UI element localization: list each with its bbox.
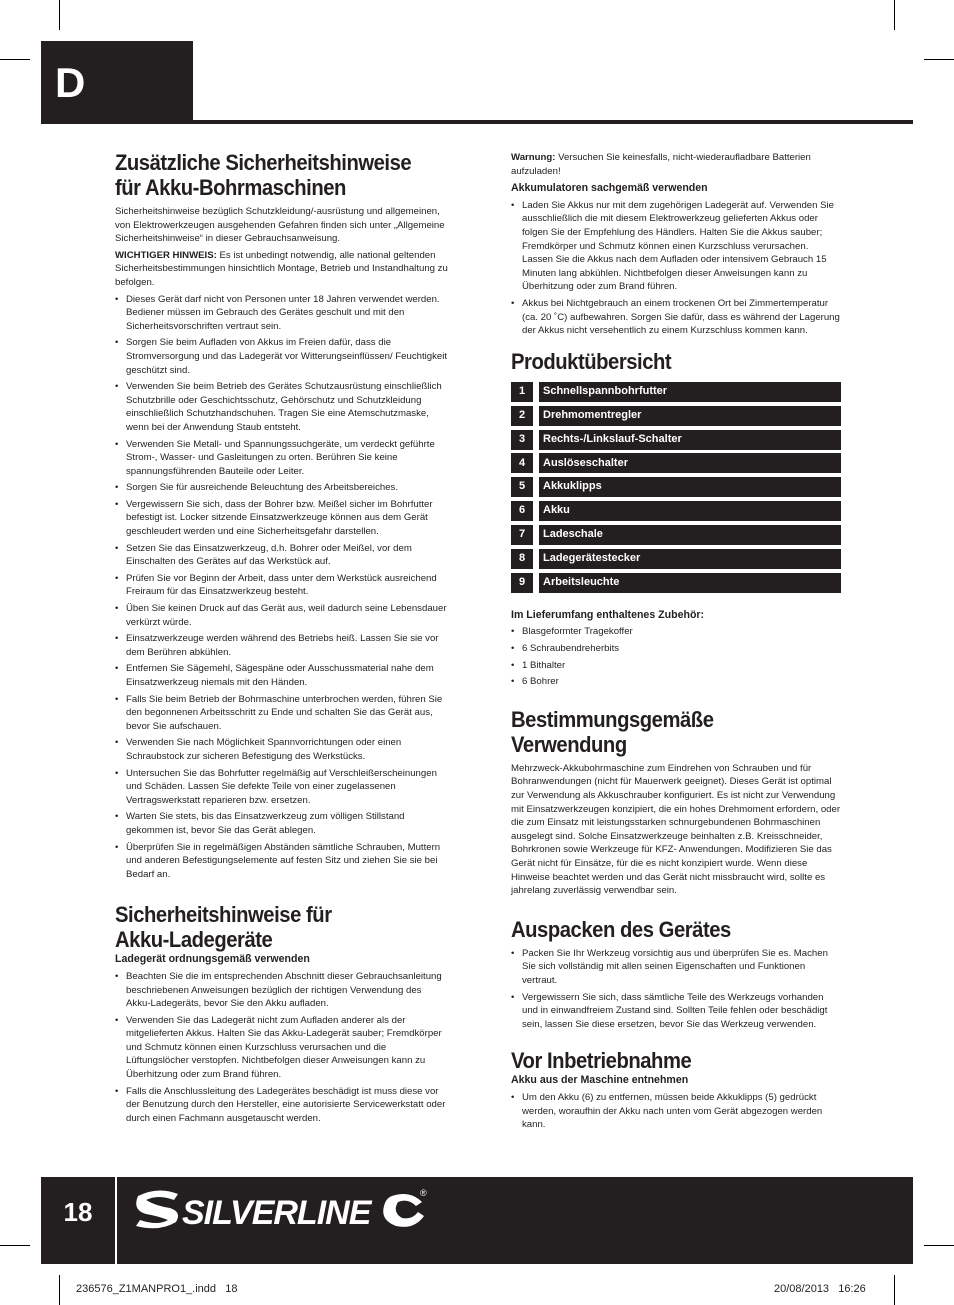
page-number: 18 [63, 1197, 93, 1227]
section-heading-before-use: Vor Inbetriebnahme [511, 1048, 692, 1074]
product-overview-table [511, 382, 841, 593]
product-row [511, 501, 841, 521]
product-label: Schnellspannbohrfutter [539, 382, 841, 402]
battery-bullet-list [511, 199, 841, 338]
header-rule [41, 120, 913, 124]
product-label: Auslöseschalter [539, 453, 841, 473]
list-item: • Um den Akku (6) zu entfernen, müssen beide Akkuklipps (5) gedrückt werden, woraufhin der Akku nach unten vom Gerät abgezogen werden kann. [511, 1091, 841, 1132]
product-number: 4 [511, 453, 533, 473]
crop-mark [59, 1275, 60, 1305]
product-number: 6 [511, 501, 533, 521]
crop-mark [0, 1245, 30, 1246]
before-use-bullet-list [511, 1091, 841, 1132]
product-label: Ladegerätestecker [539, 549, 841, 569]
unpacking-bullet-list [511, 947, 841, 1032]
product-row [511, 382, 841, 402]
list-item: • Sorgen Sie für ausreichende Beleuchtung des Arbeitsbereiches. [115, 481, 448, 495]
intro-paragraph: Sicherheitshinweise bezüglich Schutzkleidung/-ausrüstung und allgemeinen, von Elektrowerkzeugen ausgehenden Gefahren finden sich unter „Allgemeine Sicherheitshinweise“ in dieser Gebrauchsanweisung. [115, 206, 445, 245]
product-number: 1 [511, 382, 533, 402]
product-row [511, 573, 841, 593]
list-item: • Entfernen Sie Sägemehl, Sägespäne oder Ausschussmaterial nahe dem Einsatzwerkzeug niemals mit den Händen. [115, 662, 448, 689]
intended-use-paragraph: Mehrzweck-Akkubohrmaschine zum Eindrehen von Schrauben und für Bohranwendungen (nicht für Mauerwerk geeignet). Dieses Gerät ist optimal zur Verwendung als Akkuschrauber konfiguriert. Es ist nicht zur Verwendung mit Einsatzwerkzeugen konzipiert, die ein hohes Drehmoment erfordern, oder die zum Einsatz mit leistungsstarken schnurgebundenen Bohrmaschinen ausgelegt sind. Solche Einsatzwerkzeuge beinhalten z.B. Kreisschneider, Bohrkronen sowie Werkzeuge für KFZ- Anwendungen. Modifizieren Sie das Gerät nicht für Einsätze, für die es nicht konzipiert wurde. Wenn diese Hinweise beachtet werden und das Gerät nicht missbraucht wird, sollte es jahrelang zuverlässig verwendbar sein. [511, 762, 841, 897]
product-label: Drehmomentregler [539, 406, 841, 426]
product-label: Akkuklipps [539, 477, 841, 497]
list-item: • Einsatzwerkzeuge werden während des Betriebs heiß. Lassen Sie sie vor dem Berühren abkühlen. [115, 632, 448, 659]
list-item: • Blasgeformter Tragekoffer [511, 625, 841, 639]
list-item: • 1 Bithalter [511, 659, 841, 673]
footer-divider [115, 1177, 117, 1264]
accessory-list [511, 625, 841, 688]
heading-line: Sicherheitshinweise für [115, 902, 332, 928]
logo-wordmark: SILVERLINE [182, 1194, 371, 1232]
product-row [511, 453, 841, 473]
list-item: • Sorgen Sie beim Aufladen von Akkus im Freien dafür, dass die Stromversorgung und das Ladegerät vor Witterungseinflüssen/ Feuchtigkeit geschützt sind. [115, 336, 448, 377]
list-item: • Dieses Gerät darf nicht von Personen unter 18 Jahren verwendet werden. Bediener müssen im Gebrauch des Gerätes geschult und mit den Sicherheitsvorschriften vertraut sein. [115, 293, 448, 334]
registered-mark: ® [420, 1188, 427, 1198]
language-tab [41, 41, 193, 123]
section-heading-safety-drill [115, 150, 421, 200]
right-column [511, 151, 841, 1135]
list-item: • Prüfen Sie vor Beginn der Arbeit, dass unter dem Werkstück ausreichend Freiraum für das Einsatzwerkzeug besteht. [115, 572, 448, 599]
slug-file: 236576_Z1MANPRO1_.indd 18 [76, 1283, 238, 1295]
list-item: • Vergewissern Sie sich, dass der Bohrer bzw. Meißel sicher im Bohrfutter befestigt ist. Locker sitzende Einsatzwerkzeuge können aus dem Gerät geschleudert werden und eine Sicherheitsgefahr darstellen. [115, 498, 448, 539]
heading-line: Bestimmungsgemäße [511, 706, 714, 732]
charger-bullet-list [115, 970, 448, 1126]
product-row [511, 430, 841, 450]
section-heading-charger-safety [115, 902, 421, 952]
brand-logo [130, 1182, 430, 1237]
list-item: • Verwenden Sie nach Möglichkeit Spannvorrichtungen oder einen Schraubstock zur sicheren Befestigung des Werkstücks. [115, 736, 448, 763]
slug-date: 20/08/2013 16:26 [774, 1283, 866, 1295]
heading-line: Akku-Ladegeräte [115, 927, 273, 953]
notice-label: WICHTIGER HINWEIS: [115, 249, 217, 261]
list-item: • Verwenden Sie beim Betrieb des Gerätes Schutzausrüstung einschließlich Schutzbrille oder Geschichtsschutz, Gehörschutz und Schutzkleidung einschließlich Schutzhandschuhen. Tragen Sie eine Atemschutzmaske, wenn bei der Anwendung Staub entsteht. [115, 380, 448, 434]
warning-text: Versuchen Sie keinesfalls, nicht-wiederaufladbare Batterien aufzuladen! [511, 152, 811, 177]
warning-label: Warnung: [511, 152, 556, 163]
important-notice [115, 249, 448, 290]
section-heading-intended-use [511, 707, 815, 757]
subheading-remove-battery: Akku aus der Maschine entnehmen [511, 1074, 689, 1087]
product-number: 8 [511, 549, 533, 569]
list-item: • Beachten Sie die im entsprechenden Abschnitt dieser Gebrauchsanleitung beschriebenen Anweisungen bezüglich der richtigen Verwendung des Akku-Ladegeräts, bevor Sie den Akku aufladen. [115, 970, 448, 1011]
crop-mark [924, 59, 954, 60]
section-heading-product-overview: Produktübersicht [511, 348, 672, 374]
list-item: • Untersuchen Sie das Bohrfutter regelmäßig auf Verschleißerscheinungen und Schäden. Lassen Sie defekte Teile von einer zugelassenen Vertragswerkstatt reparieren bzw. ersetzen. [115, 767, 448, 808]
list-item: • Akkus bei Nichtgebrauch an einem trockenen Ort bei Zimmertemperatur (ca. 20 ˚C) aufbewahren. Sorgen Sie dafür, dass es während der Lagerung der Akkus nicht versehentlich zu einem Kurzschluss kommen kann. [511, 297, 841, 338]
list-item: • Üben Sie keinen Druck auf das Gerät aus, weil dadurch seine Lebensdauer verkürzt würde. [115, 602, 448, 629]
list-item: • 6 Schraubendreherbits [511, 642, 841, 656]
product-number: 7 [511, 525, 533, 545]
list-item: • Verwenden Sie Metall- und Spannungssuchgeräte, um verdeckt geführte Strom-, Wasser- und Gasleitungen zu orten. Berühren Sie keine spannungsführenden Bauteile oder Leiter. [115, 438, 448, 479]
warning-note [511, 151, 841, 178]
list-item: • Falls Sie beim Betrieb der Bohrmaschine unterbrochen werden, führen Sie den begonnenen Arbeitsschritt zu Ende und schalten Sie das Gerät aus, bevor Sie aufschauen. [115, 693, 448, 734]
crop-mark [0, 59, 30, 60]
heading-line: für Akku-Bohrmaschinen [115, 175, 346, 200]
list-item: • Verwenden Sie das Ladegerät nicht zum Aufladen anderer als der mitgelieferten Akkus. Halten Sie das Akku-Ladegerät sauber; Fremdkörper und Schmutz können einen Kurzschluss verursachen und die Lüftungslöcher verstopfen. Nichtbefolgen dieser Anweisungen kann zu Überhitzung oder zum Brand führen. [115, 1014, 448, 1082]
list-item: • Vergewissern Sie sich, dass sämtliche Teile des Werkzeugs vorhanden und in einwandfreiem Zustand sind. Sollten Teile fehlen oder beschädigt sein, lassen Sie diese ersetzen, bevor Sie das Werkzeug verwenden. [511, 991, 841, 1032]
product-label: Rechts-/Linkslauf-Schalter [539, 430, 841, 450]
product-label: Arbeitsleuchte [539, 573, 841, 593]
product-number: 2 [511, 406, 533, 426]
product-number: 5 [511, 477, 533, 497]
crop-mark [894, 1275, 895, 1305]
list-item: • Packen Sie Ihr Werkzeug vorsichtig aus und überprüfen Sie es. Machen Sie sich vollständig mit allen seinen Eigenschaften und Funktionen vertraut. [511, 947, 841, 988]
list-item: • Setzen Sie das Einsatzwerkzeug, d.h. Bohrer oder Meißel, vor dem Einschalten des Gerätes auf das Werkstück auf. [115, 542, 448, 569]
subheading-charger-use: Ladegerät ordnungsgemäß verwenden [115, 953, 310, 966]
subheading-battery-use: Akkumulatoren sachgemäß verwenden [511, 182, 708, 195]
product-number: 3 [511, 430, 533, 450]
product-number: 9 [511, 573, 533, 593]
subheading-accessories: Im Lieferumfang enthaltenes Zubehör: [511, 608, 705, 621]
heading-line: Verwendung [511, 731, 627, 757]
product-label: Ladeschale [539, 525, 841, 545]
product-row [511, 477, 841, 497]
language-letter: D [55, 59, 86, 106]
section-heading-unpacking: Auspacken des Gerätes [511, 916, 731, 942]
product-row [511, 549, 841, 569]
heading-line: Zusätzliche Sicherheitshinweise [115, 150, 412, 175]
list-item: • Warten Sie stets, bis das Einsatzwerkzeug zum völligen Stillstand gekommen ist, bevor Sie das Gerät ablegen. [115, 810, 448, 837]
silverline-logo-icon [130, 1182, 430, 1237]
list-item: • Falls die Anschlussleitung des Ladegerätes beschädigt ist muss diese vor der Benutzung durch den Hersteller, eine autorisierte Servicewerkstatt oder durch einen Fachmann ausgetauscht werden. [115, 1085, 448, 1126]
crop-mark [924, 1245, 954, 1246]
list-item: • Laden Sie Akkus nur mit dem zugehörigen Ladegerät auf. Verwenden Sie ausschließlich die mit diesem Elektrowerkzeug gelieferten Akkus oder folgen Sie der Empfehlung des Händlers. Halten Sie die Akkus sauber; Fremdkörper und Schmutz können einen Kurzschluss verursachen. Lassen Sie die Akkus nach dem Aufladen oder intensivem Gebrauch 15 Minuten lang abkühlen. Nichtbefolgen dieser Anweisungen kann zu Überhitzung oder zum Brand führen. [511, 199, 841, 294]
crop-mark [894, 0, 895, 30]
product-row [511, 525, 841, 545]
left-column [115, 150, 448, 1128]
crop-mark [59, 0, 60, 30]
list-item: • Überprüfen Sie in regelmäßigen Abständen sämtliche Schrauben, Muttern und anderen Befestigungselemente auf festen Sitz und ziehen Sie sie bei Bedarf an. [115, 841, 448, 882]
product-label: Akku [539, 501, 841, 521]
notice-text: Es ist unbedingt notwendig, alle national geltenden Sicherheitsbestimmungen hinsichtlich Montage, Betrieb und Instandhaltung zu befolgen. [115, 249, 448, 288]
product-row [511, 406, 841, 426]
safety-bullet-list [115, 293, 448, 882]
list-item: • 6 Bohrer [511, 675, 841, 689]
